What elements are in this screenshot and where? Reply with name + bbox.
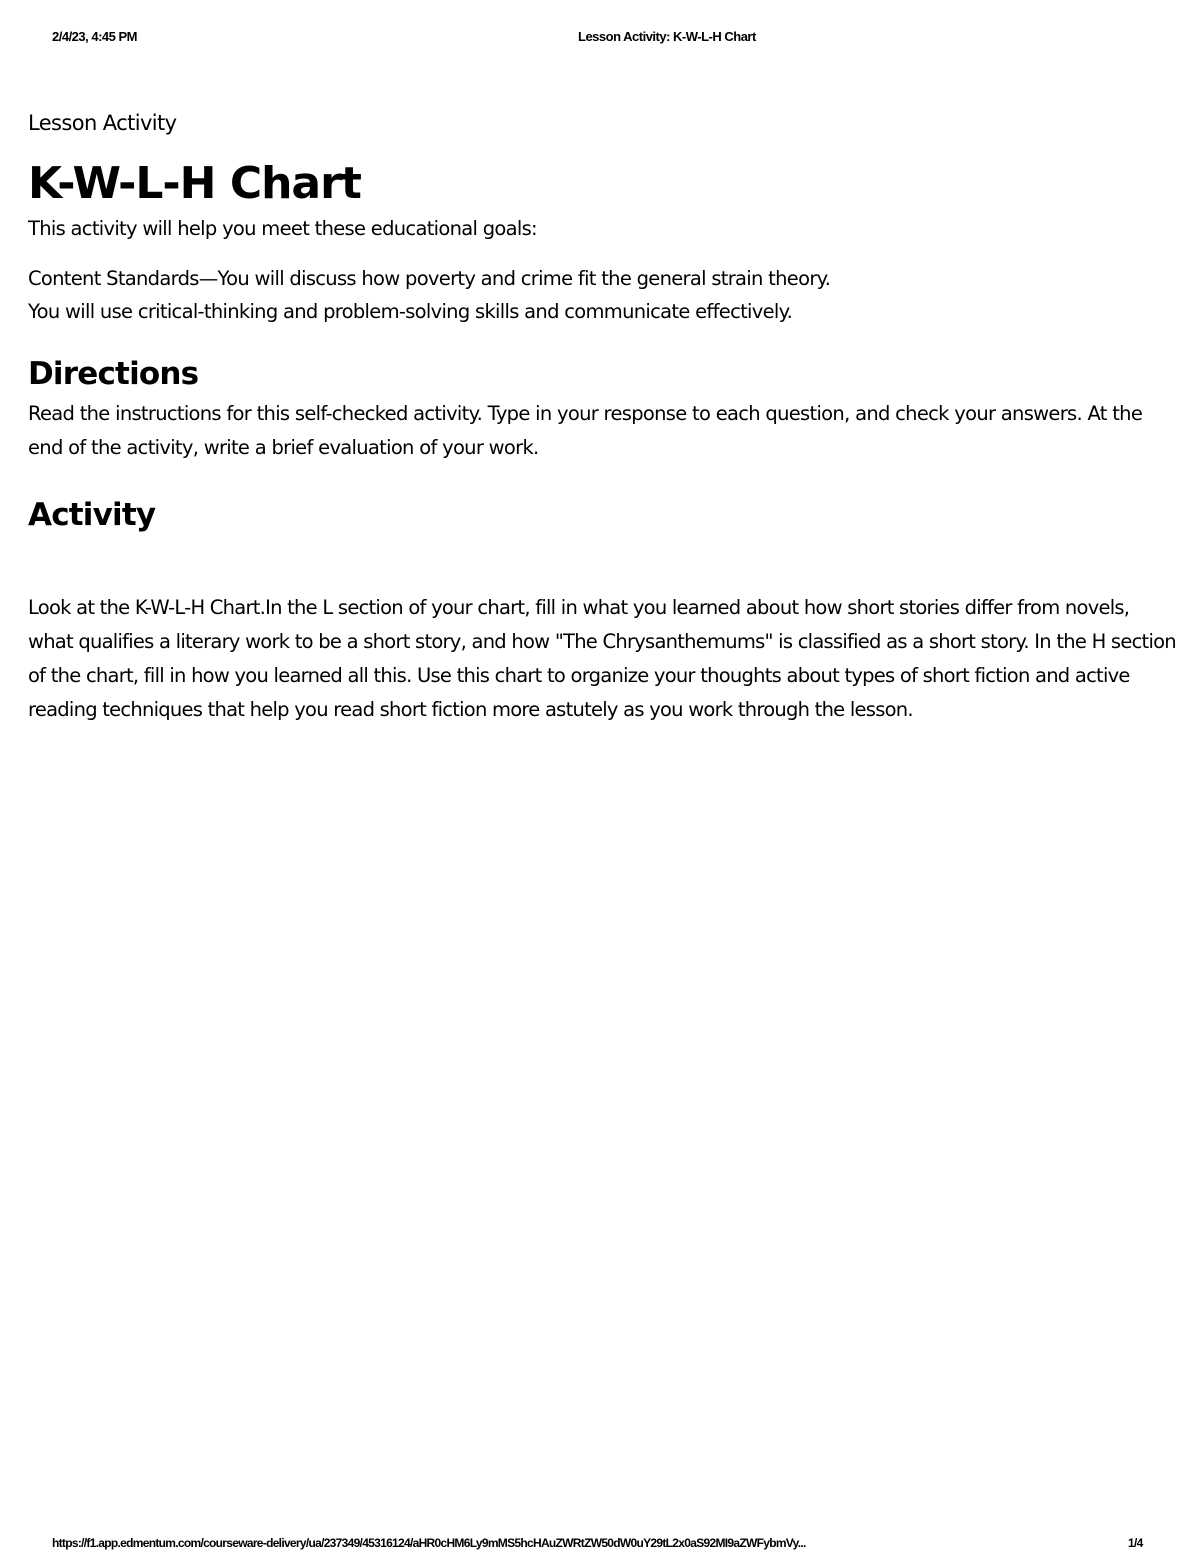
activity-heading: Activity: [28, 497, 156, 533]
standards-line: You will use critical-thinking and problem-solving skills and communicate effectively.: [28, 300, 793, 323]
print-date: 2/4/23, 4:45 PM: [52, 29, 137, 44]
directions-text: Read the instructions for this self-checked activity. Type in your response to each question, and check your answers. At the end of the activity, write a brief evaluation of your work.: [28, 402, 1143, 459]
print-footer: [0, 1536, 1200, 1554]
content-standards: [28, 262, 1178, 328]
print-header: [0, 29, 1200, 49]
print-page-title: Lesson Activity: K-W-L-H Chart: [578, 29, 756, 44]
print-url: https://f1.app.edmentum.com/courseware-delivery/ua/237349/45316124/aHR0cHM6Ly9mMS5hcHAuZWRtZW50dW0uY29tL2x0aS92MI9aZWFybmVy...: [52, 1536, 806, 1550]
directions-heading: Directions: [28, 356, 199, 392]
standards-line: Content Standards—You will discuss how poverty and crime fit the general strain theory.: [28, 267, 831, 290]
lesson-content: [28, 108, 1178, 727]
goals-intro: This activity will help you meet these educational goals:: [28, 217, 537, 240]
lesson-eyebrow: Lesson Activity: [28, 111, 177, 135]
page-title: K-W-L-H Chart: [28, 158, 361, 209]
activity-instructions: Look at the K-W-L-H Chart.In the L section of your chart, fill in what you learned about how short stories differ from novels, what qualifies a literary work to be a short story, and how "The Chrysanthemums" is classified as a short story. In the H section of the chart, fill in how you learned all this. Use this chart to organize your thoughts about types of short fiction and active reading techniques that help you read short fiction more astutely as you work through the lesson.: [28, 596, 1176, 721]
page-number: 1/4: [1128, 1536, 1143, 1550]
